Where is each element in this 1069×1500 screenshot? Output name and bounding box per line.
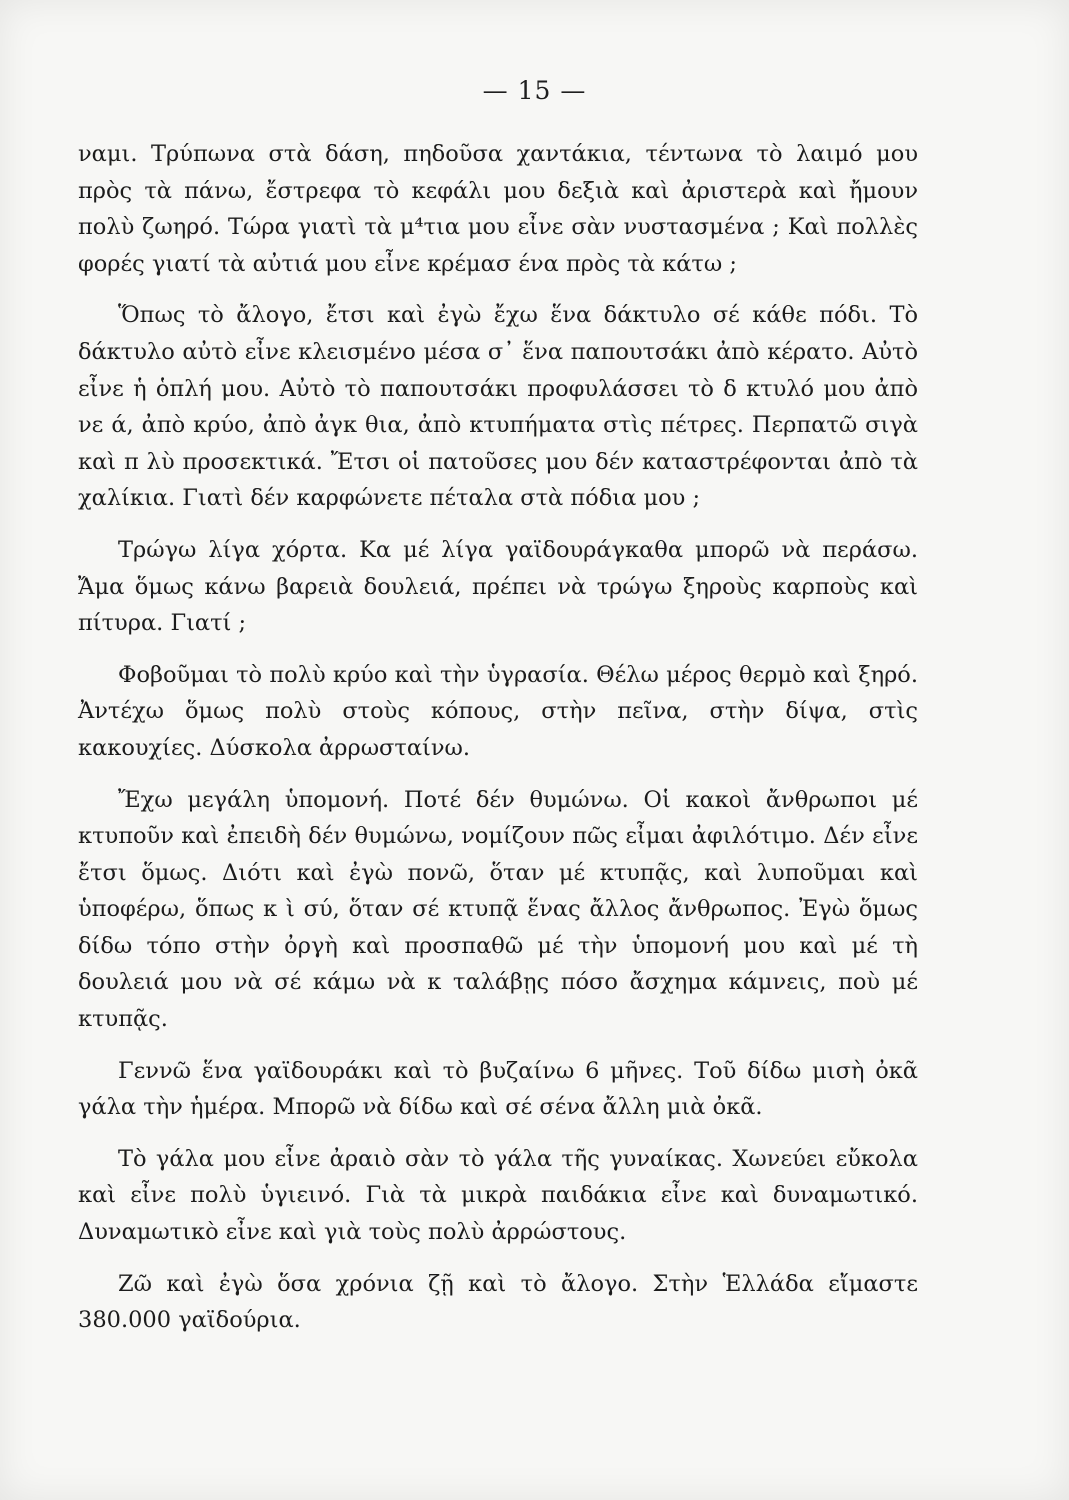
body-text [78,136,918,1339]
paragraph-offspring: Γεννῶ ἕνα γαϊδουράκι καὶ τὸ βυζαίνω 6 μῆνες. Τοῦ δίδω μισὴ ὀκᾶ γάλα τὴν ἡμέρα. Μπορῶ νὰ δίδω καὶ σέ σένα ἄλλη μιὰ ὀκᾶ. [78,1057,918,1121]
paragraph-continuation: ναμι. Τρύπωνα στὰ δάση, πηδοῦσα χαντάκια, τέντωνα τὸ λαιμό μου πρὸς τὰ πάνω, ἔστρεφα τὸ κεφάλι μου δεξιὰ καὶ ἀριστερὰ καὶ ἤμουν πολὺ ζωηρό. Τώρα γιατὶ τὰ μ⁴τια μου εἶνε σὰν νυστασμένα ; Καὶ πολλὲς φορές γιατί τὰ αὐτιά μου εἶνε κρέμασ ένα πρὸς τὰ κάτω ; [78,141,918,277]
paragraph-lifespan: Ζῶ καὶ ἐγὼ ὅσα χρόνια ζῇ καὶ τὸ ἄλογο. Στὴν Ἑλλάδα εἴμαστε 380.000 γαϊδούρια. [78,1270,918,1334]
paragraph-food: Τρώγω λίγα χόρτα. Κα μέ λίγα γαϊδουράγκαθα μπορῶ νὰ περάσω. Ἄμα ὅμως κάνω βαρειὰ δουλειά, πρέπει νὰ τρώγω ξηροὺς καρποὺς καὶ πίτυρα. Γιατί ; [78,536,918,637]
paragraph-climate: Φοβοῦμαι τὸ πολὺ κρύο καὶ τὴν ὑγρασία. Θέλω μέρος θερμὸ καὶ ξηρό. Ἀντέχω ὅμως πολὺ στοὺς κόπους, στὴν πεῖνα, στὴν δίψα, στὶς κακουχίες. Δύσκολα ἀρρωσταίνω. [78,661,918,761]
paragraph-hoof: Ὅπως τὸ ἄλογο, ἔτσι καὶ ἐγὼ ἔχω ἕνα δάκτυλο σέ κάθε πόδι. Τὸ δάκτυλο αὐτὸ εἶνε κλεισμένο μέσα σ᾿ ἕνα παπουτσάκι ἀπὸ κέρατο. Αὐτὸ εἶνε ἡ ὁπλή μου. Αὐτὸ τὸ παπουτσάκι προφυλάσσει τὸ δ κτυλό μου ἀπὸ νε ά, ἀπὸ κρύο, ἀπὸ ἀγκ θια, ἀπὸ κτυπήματα στὶς πέτρες. Περπατῶ σιγὰ καὶ π λὺ προσεκτικά. Ἔτσι οἱ πατοῦσες μου δέν καταστρέφονται ἀπὸ τὰ χαλίκια. Γιατὶ δέν καρφώνετε πέταλα στὰ πόδια μου ; [78,302,918,512]
page-number: — 15 — [482,76,587,105]
paragraph-milk: Τὸ γάλα μου εἶνε ἀραιὸ σὰν τὸ γάλα τῆς γυναίκας. Χωνεύει εὔκολα καὶ εἶνε πολὺ ὑγιεινό. Γιὰ τὰ μικρὰ παιδάκια εἶνε καὶ δυναμωτικό. Δυναμωτικὸ εἶνε καὶ γιὰ τοὺς πολὺ ἀρρώστους. [78,1145,918,1246]
paragraph-patience: Ἔχω μεγάλη ὑπομονή. Ποτέ δέν θυμώνω. Οἱ κακοὶ ἄνθρωποι μέ κτυποῦν καὶ ἐπειδὴ δέν θυμώνω, νομίζουν πῶς εἶμαι ἀφιλότιμο. Δέν εἶνε ἔτσι ὅμως. Διότι καὶ ἐγὼ πονῶ, ὅταν μέ κτυπᾷς, καὶ λυποῦμαι καὶ ὑποφέρω, ὅπως κ ὶ σύ, ὅταν σέ κτυπᾷ ἕνας ἄλλος ἄνθρωπος. Ἐγὼ ὅμως δίδω τόπο στὴν ὀργὴ καὶ προσπαθῶ μέ τὴν ὑπομονή μου καὶ μέ τὴ δουλειά μου νὰ σέ κάμω νὰ κ ταλάβῃς πόσο ἄσχημα κάμνεις, ποὺ μέ κτυπᾷς. [78,786,918,1033]
